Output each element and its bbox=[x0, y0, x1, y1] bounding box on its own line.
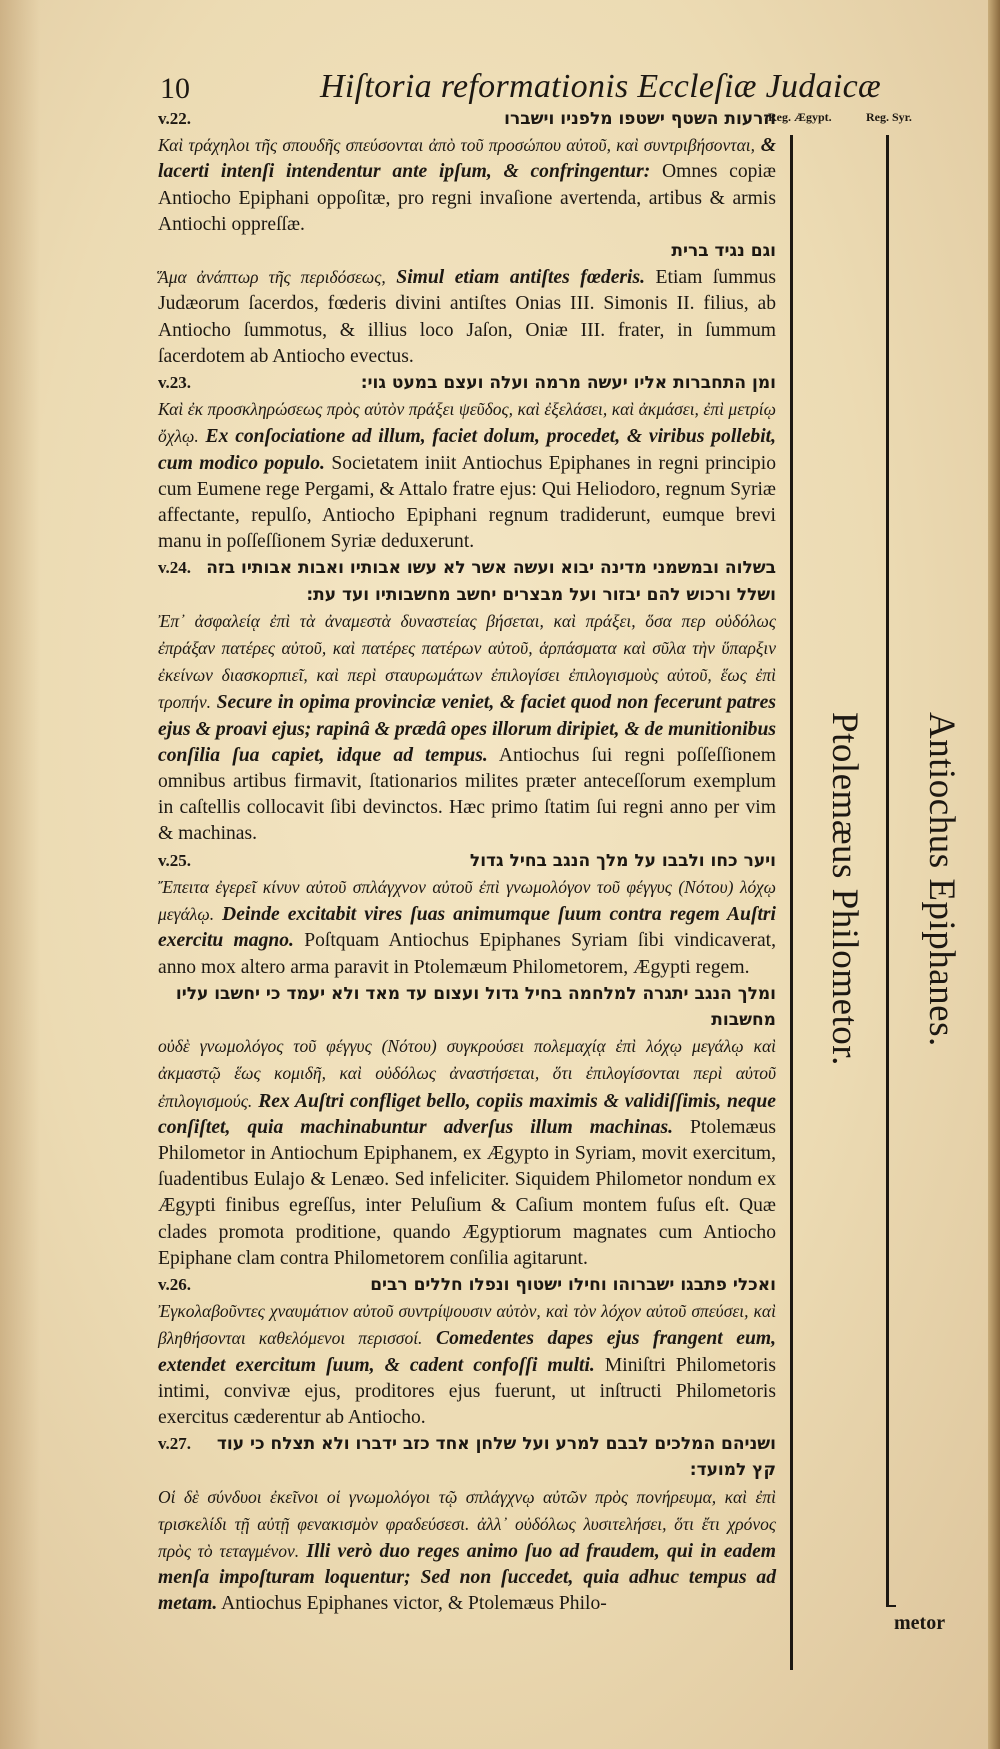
latin-translation: Illi verò duo reges animo ſuo ad fraudem, qui in eadem menſa impoſturam loquentur; Sed non ſuccedet, quia adhuc tempus ad metam. bbox=[158, 1540, 777, 1615]
hebrew-text: ומלך הנגב יתגרה למלחמה בחיל גדול ועצום עד מאד ולא יעמד כי יחשבו עליו מחשבות bbox=[175, 983, 776, 1030]
hebrew-text: ויער כחו ולבבו על מלך הנגב בחיל גדול bbox=[469, 850, 776, 871]
main-text bbox=[158, 106, 776, 1618]
column-head-egypt: Reg. Ægypt. bbox=[768, 110, 832, 124]
greek-text: Ἅμα ἀνάπτωρ τῆς περιδόσεως, bbox=[158, 267, 386, 288]
verse-number: v.25. bbox=[158, 850, 192, 870]
greek-text: Καὶ ἐκ προσκληρώσεως πρὸς αὐτὸν πράξει ψεῦδος, καὶ ἐξελάσει, καὶ ἀκμάσει, ἐπὶ μετρίῳ ὄχλῳ. bbox=[158, 399, 776, 447]
verse-heading bbox=[158, 106, 776, 132]
greek-text: Ἐπ᾽ ἀσφαλείᾳ ἐπὶ τὰ ἀναμεστὰ δυναστείας βήσεται, καὶ πράξει, ὅσα περ οὐδόλως ἐπράξαν πατέρες αὐτοῦ, καὶ πατέρες πατέρων αὐτοῦ, ἁρπάσματα καὶ σῦλα τὴν ὕπαρξιν ἐκείνων διασκορπιεῖ, καὶ περὶ σταυρωμάτων ἐπιλογίσει ἐπιλογισμοὺς αὐτοῦ, ἕως ἐπὶ τροπήν. bbox=[158, 610, 776, 713]
hebrew-text: ואכלי פתבגו ישברוהו וחילו ישטוף ונפלו חללים רבים bbox=[370, 1274, 776, 1295]
greek-text: οὐδὲ γνωμολόγος τοῦ φέγγυς (Νότου) συγκρούσει πολεμαχίᾳ ἐπὶ λόχῳ μεγάλῳ καὶ ἀκμαστῷ ἕως κομιδῆ, καὶ οὐδόλως ἀναστήσεται, ὅτι ἐπιλογίσονται περὶ αὐτοῦ ἐπιλογισμούς. bbox=[158, 1036, 776, 1111]
greek-text: Ἐγκολαβοῦντες χναυμάτιον αὐτοῦ συντρίψουσιν αὐτὸν, καὶ τὸν λόχον αὐτοῦ σπεύσει, καὶ βληθήσονται καθελόμενοι περισσοί. bbox=[158, 1301, 776, 1349]
margin-label-egypt-king: Ptolemæus Philometor. bbox=[824, 712, 865, 1066]
paragraph bbox=[158, 132, 776, 238]
verse-number: v.27. bbox=[158, 1434, 192, 1454]
column-head-syria: Reg. Syr. bbox=[866, 110, 912, 124]
paragraph bbox=[158, 264, 776, 370]
latin-translation: Ex conſociatione ad illum, faciet dolum, procedet, & viribus pollebit, cum modico populo. bbox=[158, 426, 776, 474]
latin-translation: Secure in opima provinciæ veniet, & faciet quod non fecerunt patres ejus & proavi ejus; rapinâ & prædâ opes illorum diripiet, & de munitionibus conſilia ſua capiet, idque ad tempus. bbox=[158, 692, 776, 766]
margin-rule-egypt bbox=[790, 135, 793, 1670]
verse-heading bbox=[158, 1431, 776, 1483]
verse-heading bbox=[158, 370, 776, 396]
margin-label-syria-king: Antiochus Epiphanes. bbox=[921, 712, 962, 1047]
hebrew-text: ושניהם המלכים לבבם למרע ועל שלחן אחד כזב ידברו ולא תצלח כי עוד קץ למועד: bbox=[216, 1434, 776, 1481]
paragraph bbox=[158, 874, 776, 981]
latin-translation: & lacerti intenſi intendentur ante ipſum, & confringentur: bbox=[158, 135, 776, 183]
commentary: Poſtquam Antiochus Epiphanes Syriam ſibi vindicaverat, anno mox altero arma paravit in Ptolemæum Philometorem, Ægypti regem. bbox=[158, 930, 776, 978]
verse-number: v.26. bbox=[158, 1274, 192, 1294]
latin-translation: Deinde excitabit vires ſuas animumque ſuum contra regem Auſtri exercitu magno. bbox=[158, 904, 776, 952]
paragraph bbox=[158, 1298, 776, 1431]
hebrew-text: בשלוה ובמשמני מדינה יבוא ועשה אשר לא עשו אבותיו ואבות אבותיו בזה ושלל ורכוש להם יבזור ועל מבצרים יחשב מחשבותיו ועד עת: bbox=[206, 558, 776, 605]
running-title: Hiſtoria reformationis Eccleſiæ Judaicæ bbox=[320, 68, 881, 105]
greek-text: Οἱ δὲ σύνδυοι ἐκεῖνοι οἱ γνωμολόγοι τῷ σπλάγχνῳ αὐτῶν πρὸς πονήρευμα, καὶ ἐπὶ τρισκελίδι τῇ αὐτῇ φενακισμὸν φραδεύσεσι. ἀλλ᾽ οὐδόλως λυσιτελήσει, ὅτι ἔτι χρόνος πρὸς τὸ τεταγμένον. bbox=[158, 1486, 776, 1561]
greek-text: Ἔπειτα ἐγερεῖ κίνυν αὐτοῦ σπλάγχνον αὐτοῦ ἐπὶ γνωμολόγον τοῦ φέγγυς (Νότου) λόχῳ μεγάλῳ. bbox=[158, 876, 776, 925]
commentary: Etiam ſummus Judæorum ſacerdos, fœderis divini antiſtes Onias III. Simonis II. filius, ab Antiocho ſummotus, & illius loco Jaſon, Oniæ III. frater, in ſummum ſacerdotem ab Antiocho evectus. bbox=[158, 267, 776, 367]
page-edge bbox=[988, 0, 1000, 1749]
paragraph bbox=[158, 1033, 776, 1272]
latin-translation: Rex Auſtri confliget bello, copiis maximis & validiſſimis, neque conſiſtet, quia machinabuntur adverſus illum machinas. bbox=[158, 1090, 776, 1138]
commentary: Miniſtri Philometoris intimi, convivæ ejus, proditores ejus fuerunt, ut inſtructi Philometoris exercitus cæderentur ab Antiocho. bbox=[158, 1354, 777, 1428]
paragraph bbox=[158, 1484, 776, 1618]
margin-tick bbox=[886, 1605, 896, 1607]
margin-rule-syria bbox=[886, 135, 889, 1605]
verse-number: v.24. bbox=[158, 558, 192, 578]
verse-heading bbox=[158, 1272, 776, 1298]
catchword: metor bbox=[894, 1612, 946, 1634]
greek-text: Καὶ τράχηλοι τῆς σπουδῆς σπεύσονται ἀπὸ τοῦ προσώπου αὐτοῦ, καὶ συντριβήσονται, bbox=[158, 135, 755, 156]
verse-heading bbox=[158, 848, 776, 874]
commentary: Ptolemæus Philometor in Antiochum Epiphanem, ex Ægypto in Syriam, movit exercitum, ſuadentibus Eulajo & Lenæo. Sed infeliciter. Siquidem Philometor nondum ex Ægypti finibus egreſſus, inter Peluſium & Caſium montem fuſus eſt. Quæ clades promota proditione, quando Ægyptiorum magnates cum Antiocho Epiphane clam contra Philometorem conſilia agitarunt. bbox=[158, 1116, 776, 1269]
verse-number: v.23. bbox=[158, 373, 192, 393]
edge-stain bbox=[0, 0, 40, 1749]
commentary: Antiochus Epiphanes victor, & Ptolemæus Philo- bbox=[221, 1593, 607, 1615]
page-number: 10 bbox=[160, 72, 190, 105]
commentary: Omnes copiæ Antiocho Epiphani oppoſitæ, pro regni invaſione avertenda, artibus & armis Antiochi oppreſſæ. bbox=[158, 161, 776, 235]
latin-translation: Comedentes dapes ejus frangent eum, extendet exercitum ſuum, & cadent confoſſi multi. bbox=[158, 1328, 776, 1376]
hebrew-text: וזרעות השטף ישטפו מלפניו וישברו bbox=[504, 109, 776, 129]
paragraph bbox=[158, 608, 776, 848]
commentary: Antiochus ſui regni poſſeſſionem omnibus artibus firmavit, ſtationarios milites præter anteceſſorum exemplum in caſtellis collocavit ſibi devinctos. Hæc primo ſtatim ſui regni anno per vim & machinas. bbox=[158, 744, 776, 845]
paragraph bbox=[158, 396, 776, 555]
hebrew-text: וגם נגיד ברית bbox=[671, 241, 776, 262]
commentary: Societatem iniit Antiochus Epiphanes in regni principio cum Eumene rege Pergami, & Attalo fratre ejus: Qui Heliodoro, regnum Syriæ affectante, repulſo, Antiocho Epiphani regnum tradiderunt, eumque brevi manu in poſſeſſionem Syriæ deduxerunt. bbox=[158, 452, 776, 553]
verse-number: v.22. bbox=[158, 109, 192, 128]
hebrew-text: ומן התחברות אליו יעשה מרמה ועלה ועצם במעט גוי: bbox=[360, 373, 776, 394]
verse-heading bbox=[158, 555, 776, 607]
latin-translation: Simul etiam antiſtes fœderis. bbox=[396, 267, 646, 289]
